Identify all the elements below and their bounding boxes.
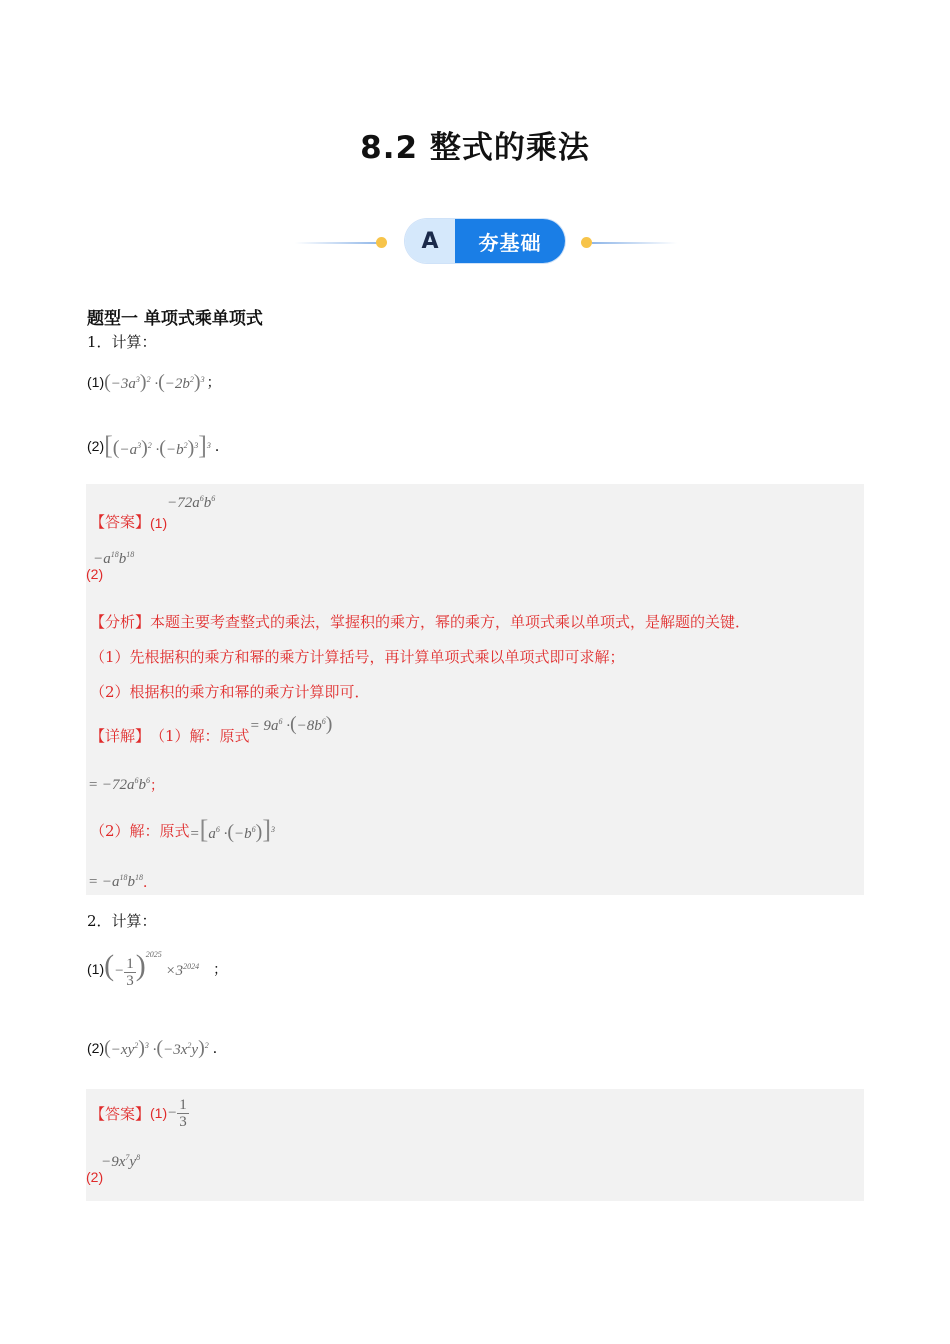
q2-part2 [87,1030,227,1066]
q1-detail-2-end: ． [143,875,157,891]
q1-detail-1-end: ； [150,778,164,794]
banner-dot-left [376,237,387,248]
q1-detail-tag: 【详解】 [90,727,151,745]
q2-a1-formula: − $\frac{1}{3}$ [167,1096,187,1130]
q1-detail-line2 [88,772,164,798]
banner-line-left [295,242,380,244]
q2-answer-tag: 【答案】 [90,1104,151,1123]
q2-p1-end: ； [213,962,228,978]
q1-detail-line1 [90,710,332,746]
banner-pill [405,219,565,263]
q1-detail-2-formula: $=[a^6 \cdot(-b^6)]^3$ [189,815,275,844]
q1-prompt: 1．计算： [87,333,157,351]
q1-analysis-1: （1）先根据积的乘方和幂的乘方计算括号，再计算单项式乘以单项式即可求解； [90,648,625,666]
q2-a1-label: (1) [150,1105,168,1121]
q2-p2-formula: $(-xy^2)^3 \cdot(-3x^2y)^2$ [104,1036,209,1059]
q2-p2-end: ． [212,1041,227,1057]
banner-label: 夯基础 [455,219,565,263]
q2-answer-line2 [86,1151,142,1185]
q1-a2-label: (2) [86,566,104,582]
q1-detail-1: （1）解：原式 [150,727,250,745]
q1-answer-tag: 【答案】 [90,513,151,531]
q1-analysis: 【分析】本题主要考查整式的乘法，掌握积的乘方，幂的乘方，单项式乘以单项式，是解题的关键． [90,613,751,631]
q1-a2-formula: $-a^{18}b^{18}$ [93,550,135,567]
q2-answer-line1 [90,1093,189,1133]
q1-p1-label: (1) [87,374,105,390]
banner-letter: A [405,219,455,263]
q1-solution-box [86,484,864,895]
q1-p1-end: ； [206,375,221,391]
section-banner [0,218,950,264]
banner-line-right [592,242,677,244]
q1-p1-formula: $(-3a^3)^2 \cdot(-2b^2)^3$ [104,370,205,393]
banner-dot-right [581,237,592,248]
q1-part1 [87,364,221,400]
q1-p2-formula: $[(-a^3)^2 \cdot(-b^2)^3]^3$ [104,431,211,460]
q1-a1-label: (1) [150,515,168,531]
q2-a2-label: (2) [86,1169,104,1185]
q1-detail-1b-formula: = $-72a^6b^6$ [88,776,150,793]
q2-part1 [87,944,227,994]
q1-detail-line3 [90,812,275,848]
q1-answer-line1 [90,492,215,532]
q1-detail-1-formula: = $9a^6 \cdot(-8b^6)$ [249,713,333,735]
q2-p1-label: (1) [87,961,105,977]
page-title: 8.2 整式的乘法 [360,130,590,166]
q2-a2-formula: $-9x^7y^8$ [101,1153,141,1170]
q1-detail-2b-formula: = $-a^{18}b^{18}$ [88,873,143,890]
q1-detail-2: （2）解：原式 [90,821,190,840]
q2-p2-label: (2) [87,1040,105,1056]
q1-part2 [87,424,229,468]
q2-solution-box [86,1089,864,1201]
q1-p2-end: ． [214,439,229,455]
q1-detail-line4 [88,870,157,894]
q1-answer-line2 [86,542,144,582]
q1-a1-formula: $-72a^6b^6$ [167,494,216,511]
q1-p2-label: (2) [87,438,105,454]
q2-p1-formula: (− $\frac{1}{3}$ )$^{2025} \times 3^{2024}$ [104,949,200,989]
section-heading: 题型一 单项式乘单项式 [87,309,263,329]
q1-analysis-2: （2）根据积的乘方和幂的乘方计算即可． [90,683,370,701]
q2-prompt: 2．计算： [87,912,157,930]
